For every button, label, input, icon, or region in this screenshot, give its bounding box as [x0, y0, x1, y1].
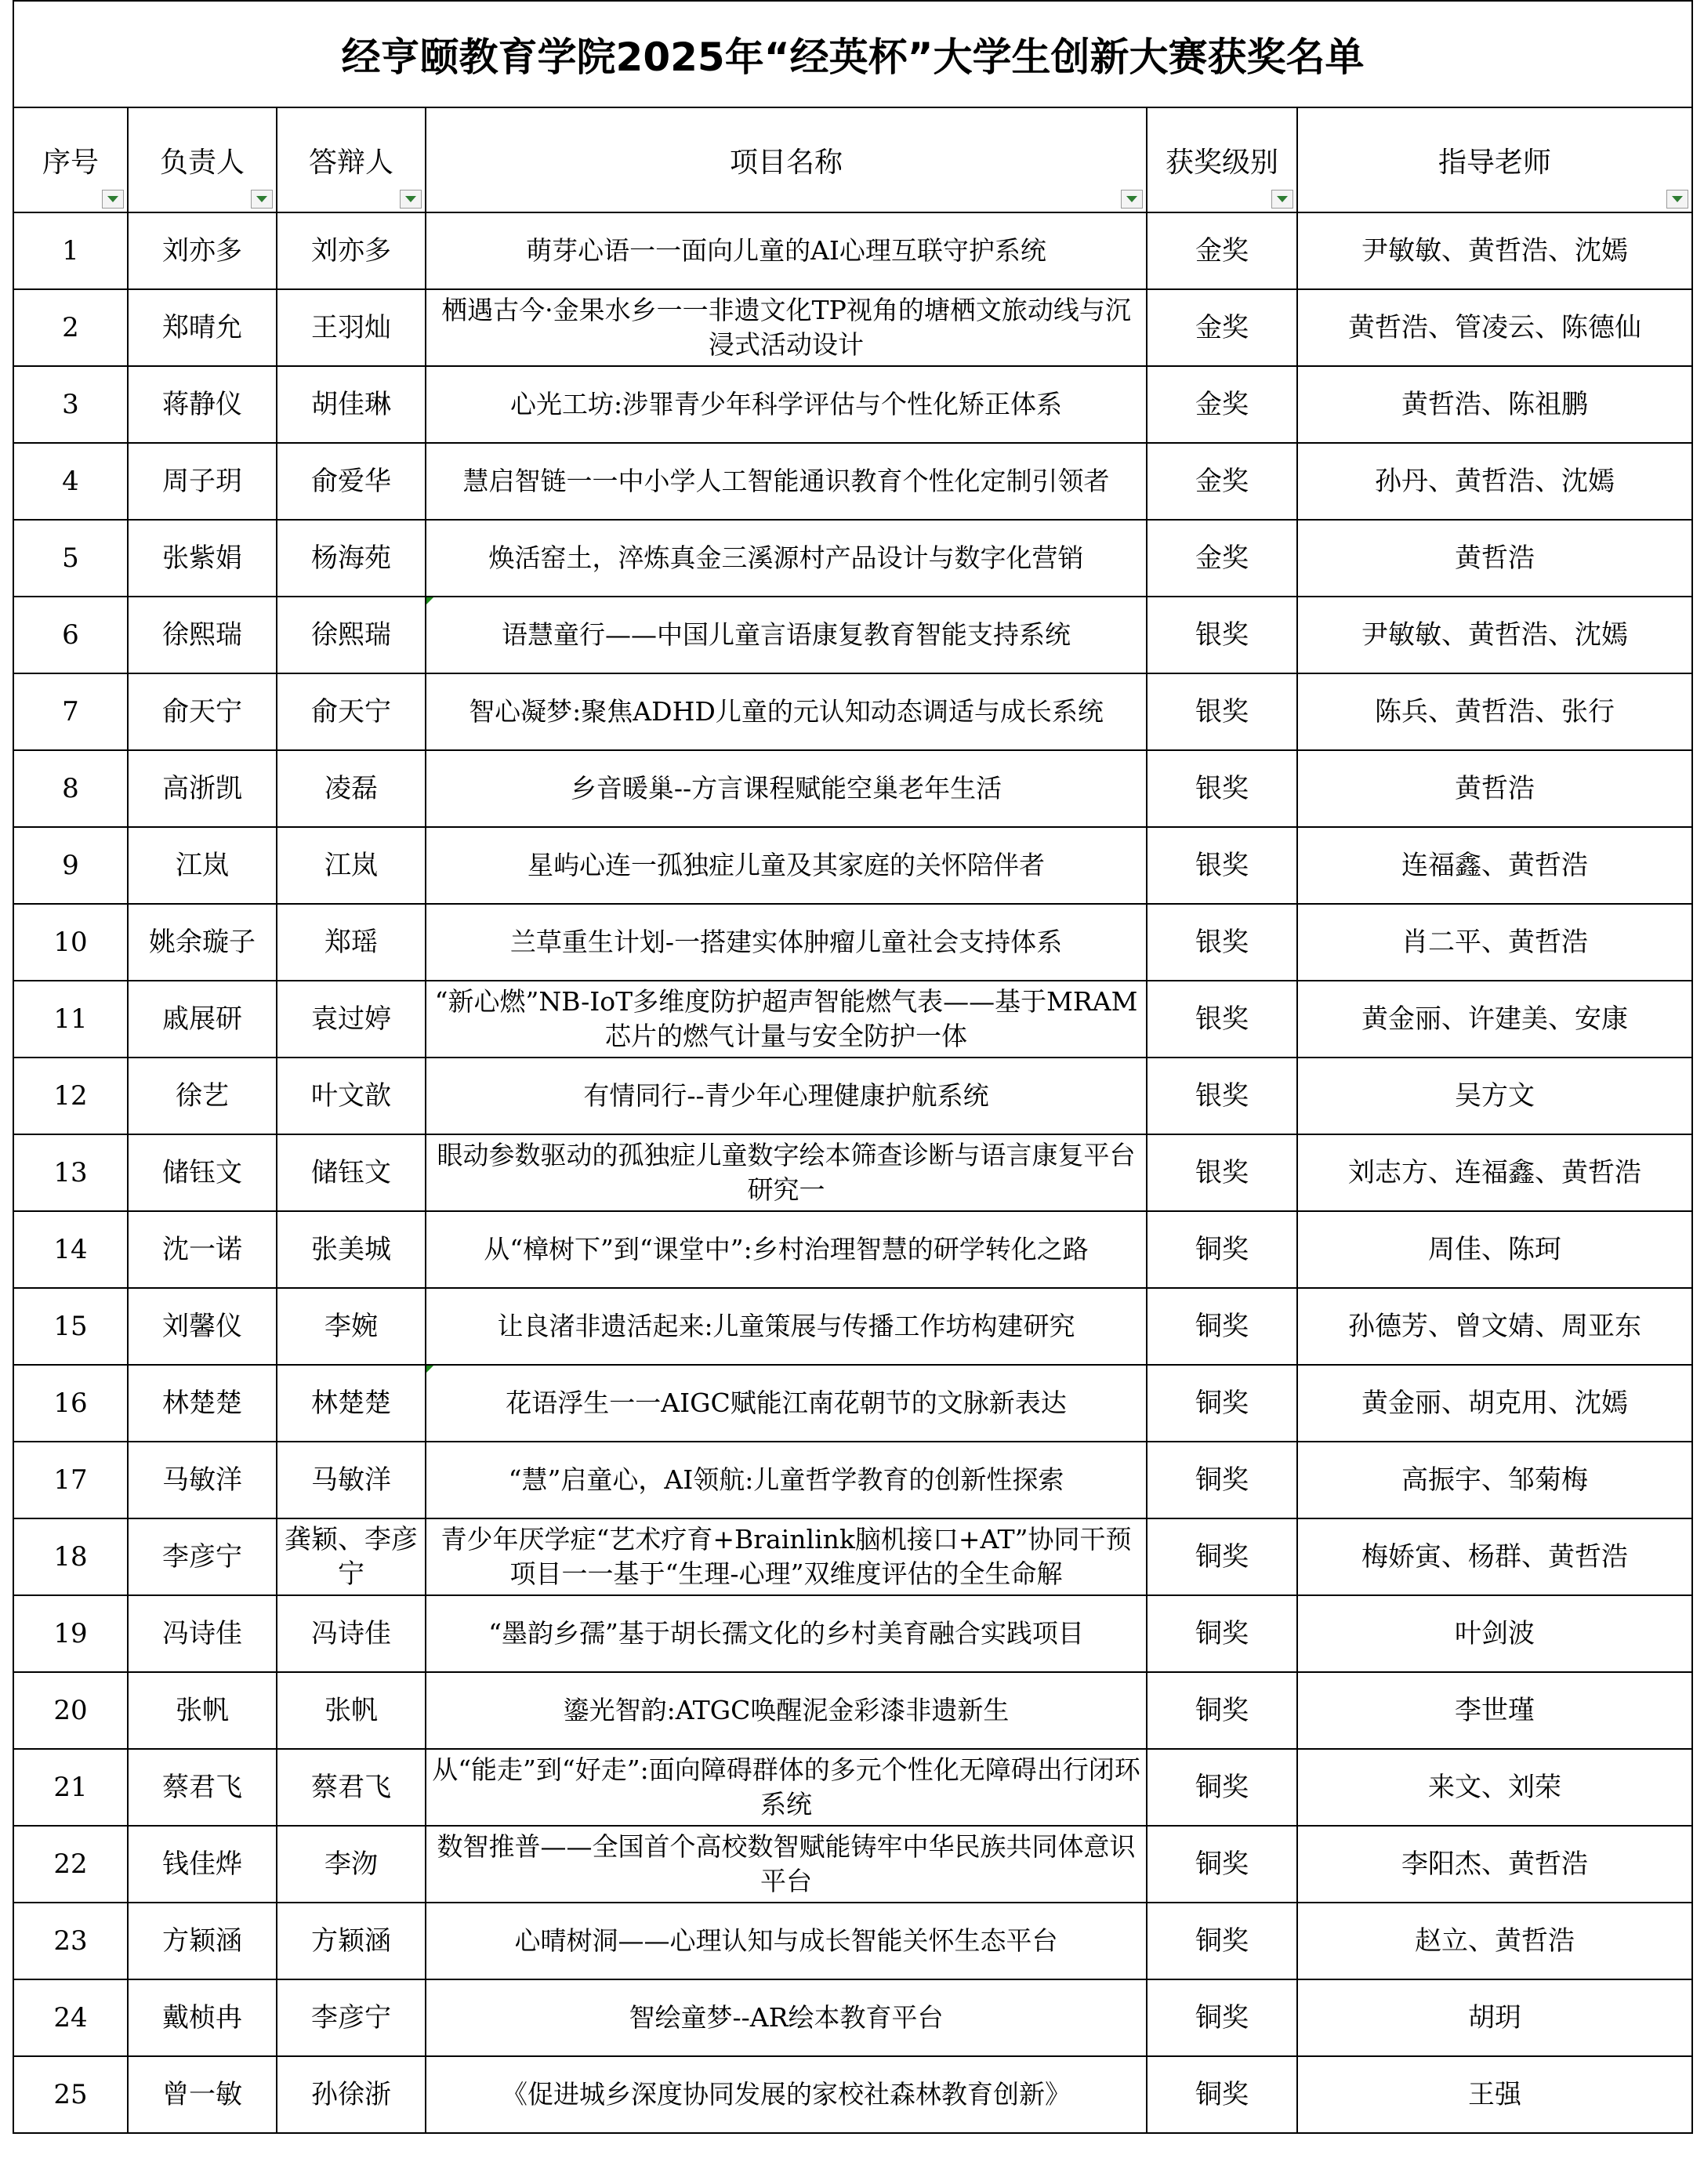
- cell-index[interactable]: 21: [13, 1749, 128, 1826]
- cell-index[interactable]: 18: [13, 1518, 128, 1595]
- cell-defender[interactable]: 胡佳琳: [277, 366, 426, 443]
- cell-index[interactable]: 17: [13, 1442, 128, 1518]
- cell-advisor[interactable]: 梅娇寅、杨群、黄哲浩: [1297, 1518, 1692, 1595]
- cell-defender[interactable]: 叶文歆: [277, 1058, 426, 1134]
- cell-advisor[interactable]: 尹敏敏、黄哲浩、沈嫣: [1297, 212, 1692, 289]
- sheet-title: 经亨颐教育学院2025年“经英杯”大学生创新大赛获奖名单: [13, 1, 1692, 107]
- cell-leader[interactable]: 储钰文: [128, 1134, 277, 1211]
- cell-defender[interactable]: 蔡君飞: [277, 1749, 426, 1826]
- filter-dropdown-icon[interactable]: [400, 190, 422, 209]
- cell-project[interactable]: 兰草重生计划-一搭建实体肿瘤儿童社会支持体系: [426, 904, 1147, 981]
- cell-leader[interactable]: 张紫娟: [128, 520, 277, 597]
- table-row: [13, 1365, 1692, 1442]
- cell-defender[interactable]: 俞爱华: [277, 443, 426, 520]
- table-row: [13, 1595, 1692, 1672]
- cell-index[interactable]: 4: [13, 443, 128, 520]
- cell-index[interactable]: 25: [13, 2056, 128, 2133]
- table-row: [13, 1826, 1692, 1903]
- header-advisor: [1297, 107, 1692, 212]
- cell-award[interactable]: 铜奖: [1147, 1979, 1297, 2056]
- table-row: [13, 289, 1692, 366]
- cell-award[interactable]: 金奖: [1147, 212, 1297, 289]
- cell-award[interactable]: 铜奖: [1147, 1365, 1297, 1442]
- header-leader: [128, 107, 277, 212]
- table-row: [13, 827, 1692, 904]
- table-row: [13, 981, 1692, 1058]
- cell-project[interactable]: 鎏光智韵:ATGC唤醒泥金彩漆非遗新生: [426, 1672, 1147, 1749]
- cell-defender[interactable]: 江岚: [277, 827, 426, 904]
- cell-index[interactable]: 22: [13, 1826, 128, 1903]
- cell-award[interactable]: 铜奖: [1147, 1211, 1297, 1288]
- cell-index[interactable]: 9: [13, 827, 128, 904]
- cell-defender[interactable]: 王羽灿: [277, 289, 426, 366]
- cell-defender[interactable]: 李彦宁: [277, 1979, 426, 2056]
- cell-project[interactable]: 智心凝梦:聚焦ADHD儿童的元认知动态调适与成长系统: [426, 673, 1147, 750]
- cell-project[interactable]: 萌芽心语一一面向儿童的AI心理互联守护系统: [426, 212, 1147, 289]
- cell-award[interactable]: 银奖: [1147, 827, 1297, 904]
- cell-advisor[interactable]: 叶剑波: [1297, 1595, 1692, 1672]
- cell-index[interactable]: 2: [13, 289, 128, 366]
- cell-index[interactable]: 6: [13, 597, 128, 673]
- table-row: [13, 1518, 1692, 1595]
- cell-project[interactable]: 心光工坊:涉罪青少年科学评估与个性化矫正体系: [426, 366, 1147, 443]
- cell-project[interactable]: 眼动参数驱动的孤独症儿童数字绘本筛查诊断与语言康复平台研究一: [426, 1134, 1147, 1211]
- table-row: [13, 1903, 1692, 1979]
- filter-dropdown-icon[interactable]: [1121, 190, 1143, 209]
- cell-leader[interactable]: 戴桢冉: [128, 1979, 277, 2056]
- table-row: [13, 1058, 1692, 1134]
- cell-defender[interactable]: 李婉: [277, 1288, 426, 1365]
- cell-award[interactable]: 金奖: [1147, 366, 1297, 443]
- cell-advisor[interactable]: 胡玥: [1297, 1979, 1692, 2056]
- cell-project[interactable]: 栖遇古今·金果水乡一一非遗文化TP视角的塘栖文旅动线与沉浸式活动设计: [426, 289, 1147, 366]
- header-award-label: 获奖级别: [1165, 146, 1278, 179]
- cell-award[interactable]: 铜奖: [1147, 1518, 1297, 1595]
- table-row: [13, 1134, 1692, 1211]
- cell-defender[interactable]: 马敏洋: [277, 1442, 426, 1518]
- cell-leader[interactable]: 江岚: [128, 827, 277, 904]
- cell-advisor[interactable]: 黄哲浩: [1297, 750, 1692, 827]
- cell-project[interactable]: 乡音暖巢--方言课程赋能空巢老年生活: [426, 750, 1147, 827]
- cell-leader[interactable]: 蔡君飞: [128, 1749, 277, 1826]
- cell-defender[interactable]: 郑瑶: [277, 904, 426, 981]
- cell-award[interactable]: 铜奖: [1147, 1749, 1297, 1826]
- cell-project[interactable]: 从“樟树下”到“课堂中”:乡村治理智慧的研学转化之路: [426, 1211, 1147, 1288]
- table-row: [13, 366, 1692, 443]
- cell-defender[interactable]: 方颖涵: [277, 1903, 426, 1979]
- header-project: [426, 107, 1147, 212]
- cell-defender[interactable]: 张帆: [277, 1672, 426, 1749]
- cell-project[interactable]: 心晴树洞——心理认知与成长智能关怀生态平台: [426, 1903, 1147, 1979]
- cell-leader[interactable]: 郑晴允: [128, 289, 277, 366]
- cell-advisor[interactable]: 高振宇、邹菊梅: [1297, 1442, 1692, 1518]
- cell-index[interactable]: 11: [13, 981, 128, 1058]
- cell-award[interactable]: 银奖: [1147, 981, 1297, 1058]
- cell-defender[interactable]: 俞天宁: [277, 673, 426, 750]
- filter-dropdown-icon[interactable]: [1271, 190, 1293, 209]
- cell-leader[interactable]: 钱佳烨: [128, 1826, 277, 1903]
- cell-defender[interactable]: 龚颖、李彦宁: [277, 1518, 426, 1595]
- cell-leader[interactable]: 冯诗佳: [128, 1595, 277, 1672]
- cell-leader[interactable]: 李彦宁: [128, 1518, 277, 1595]
- cell-index[interactable]: 12: [13, 1058, 128, 1134]
- cell-advisor[interactable]: 李世瑾: [1297, 1672, 1692, 1749]
- filter-dropdown-icon[interactable]: [251, 190, 273, 209]
- cell-award[interactable]: 铜奖: [1147, 1826, 1297, 1903]
- cell-index[interactable]: 5: [13, 520, 128, 597]
- cell-project[interactable]: 数智推普——全国首个高校数智赋能铸牢中华民族共同体意识平台: [426, 1826, 1147, 1903]
- header-advisor-label: 指导老师: [1438, 146, 1552, 179]
- cell-defender[interactable]: 储钰文: [277, 1134, 426, 1211]
- cell-index[interactable]: 23: [13, 1903, 128, 1979]
- table-row: [13, 212, 1692, 289]
- cell-index[interactable]: 14: [13, 1211, 128, 1288]
- cell-award[interactable]: 银奖: [1147, 1134, 1297, 1211]
- cell-leader[interactable]: 高浙凯: [128, 750, 277, 827]
- cell-leader[interactable]: 马敏洋: [128, 1442, 277, 1518]
- cell-advisor[interactable]: 黄金丽、胡克用、沈嫣: [1297, 1365, 1692, 1442]
- cell-defender[interactable]: 李沕: [277, 1826, 426, 1903]
- cell-advisor[interactable]: 李阳杰、黄哲浩: [1297, 1826, 1692, 1903]
- cell-leader[interactable]: 张帆: [128, 1672, 277, 1749]
- cell-leader[interactable]: 徐艺: [128, 1058, 277, 1134]
- cell-advisor[interactable]: 赵立、黄哲浩: [1297, 1903, 1692, 1979]
- cell-project[interactable]: “慧”启童心，AI领航:儿童哲学教育的创新性探索: [426, 1442, 1147, 1518]
- cell-defender[interactable]: 冯诗佳: [277, 1595, 426, 1672]
- cell-defender[interactable]: 孙徐浙: [277, 2056, 426, 2133]
- cell-defender[interactable]: 徐熙瑞: [277, 597, 426, 673]
- cell-project[interactable]: “新心燃”NB-IoT多维度防护超声智能燃气表——基于MRAM芯片的燃气计量与安全防护一体: [426, 981, 1147, 1058]
- cell-award[interactable]: 金奖: [1147, 520, 1297, 597]
- cell-project[interactable]: 有情同行--青少年心理健康护航系统: [426, 1058, 1147, 1134]
- cell-defender[interactable]: 杨海苑: [277, 520, 426, 597]
- table-row: [13, 750, 1692, 827]
- cell-index[interactable]: 10: [13, 904, 128, 981]
- cell-advisor[interactable]: 孙丹、黄哲浩、沈嫣: [1297, 443, 1692, 520]
- cell-index[interactable]: 15: [13, 1288, 128, 1365]
- cell-defender[interactable]: 林楚楚: [277, 1365, 426, 1442]
- table-row: [13, 2056, 1692, 2133]
- header-index-label: 序号: [42, 146, 99, 179]
- cell-index[interactable]: 24: [13, 1979, 128, 2056]
- cell-index[interactable]: 7: [13, 673, 128, 750]
- cell-index[interactable]: 3: [13, 366, 128, 443]
- table-body: [13, 212, 1692, 2133]
- cell-advisor[interactable]: 黄金丽、许建美、安康: [1297, 981, 1692, 1058]
- cell-leader[interactable]: 戚展研: [128, 981, 277, 1058]
- cell-project[interactable]: 慧启智链一一中小学人工智能通识教育个性化定制引领者: [426, 443, 1147, 520]
- award-list-table: [13, 0, 1693, 2134]
- cell-award[interactable]: 铜奖: [1147, 1288, 1297, 1365]
- cell-project[interactable]: 智绘童梦--AR绘本教育平台: [426, 1979, 1147, 2056]
- cell-project[interactable]: 从“能走”到“好走”:面向障碍群体的多元个性化无障碍出行闭环系统: [426, 1749, 1147, 1826]
- table-row: [13, 520, 1692, 597]
- cell-award[interactable]: 铜奖: [1147, 1442, 1297, 1518]
- cell-award[interactable]: 银奖: [1147, 750, 1297, 827]
- cell-project[interactable]: 语慧童行——中国儿童言语康复教育智能支持系统: [426, 597, 1147, 673]
- cell-award[interactable]: 铜奖: [1147, 1903, 1297, 1979]
- cell-advisor[interactable]: 尹敏敏、黄哲浩、沈嫣: [1297, 597, 1692, 673]
- cell-advisor[interactable]: 孙德芳、曾文婧、周亚东: [1297, 1288, 1692, 1365]
- cell-defender[interactable]: 刘亦多: [277, 212, 426, 289]
- cell-advisor[interactable]: 黄哲浩、管凌云、陈德仙: [1297, 289, 1692, 366]
- table-row: [13, 1288, 1692, 1365]
- header-index: [13, 107, 128, 212]
- cell-advisor[interactable]: 来文、刘荣: [1297, 1749, 1692, 1826]
- table-row: [13, 904, 1692, 981]
- cell-advisor[interactable]: 吴方文: [1297, 1058, 1692, 1134]
- cell-project[interactable]: 花语浮生一一AIGC赋能江南花朝节的文脉新表达: [426, 1365, 1147, 1442]
- table-row: [13, 1211, 1692, 1288]
- cell-defender[interactable]: 凌磊: [277, 750, 426, 827]
- cell-project[interactable]: 让良渚非遗活起来:儿童策展与传播工作坊构建研究: [426, 1288, 1147, 1365]
- cell-leader[interactable]: 蒋静仪: [128, 366, 277, 443]
- cell-project[interactable]: 《促进城乡深度协同发展的家校社森林教育创新》: [426, 2056, 1147, 2133]
- cell-defender[interactable]: 张美城: [277, 1211, 426, 1288]
- cell-leader[interactable]: 姚余璇子: [128, 904, 277, 981]
- filter-dropdown-icon[interactable]: [102, 190, 124, 209]
- cell-award[interactable]: 银奖: [1147, 904, 1297, 981]
- cell-award[interactable]: 银奖: [1147, 673, 1297, 750]
- cell-advisor[interactable]: 王强: [1297, 2056, 1692, 2133]
- table-row: [13, 597, 1692, 673]
- header-project-label: 项目名称: [729, 146, 843, 179]
- cell-project[interactable]: 青少年厌学症“艺术疗育+Brainlink脑机接口+AT”协同干预项目一一基于“生理-心理”双维度评估的全生命解: [426, 1518, 1147, 1595]
- cell-award[interactable]: 铜奖: [1147, 1595, 1297, 1672]
- cell-leader[interactable]: 沈一诺: [128, 1211, 277, 1288]
- cell-leader[interactable]: 徐熙瑞: [128, 597, 277, 673]
- header-award: [1147, 107, 1297, 212]
- cell-advisor[interactable]: 连福鑫、黄哲浩: [1297, 827, 1692, 904]
- cell-index[interactable]: 8: [13, 750, 128, 827]
- cell-advisor[interactable]: 陈兵、黄哲浩、张行: [1297, 673, 1692, 750]
- cell-leader[interactable]: 俞天宁: [128, 673, 277, 750]
- cell-award[interactable]: 金奖: [1147, 289, 1297, 366]
- cell-index[interactable]: 16: [13, 1365, 128, 1442]
- table-row: [13, 1672, 1692, 1749]
- cell-advisor[interactable]: 黄哲浩、陈祖鹏: [1297, 366, 1692, 443]
- cell-award[interactable]: 银奖: [1147, 597, 1297, 673]
- cell-award[interactable]: 银奖: [1147, 1058, 1297, 1134]
- cell-leader[interactable]: 林楚楚: [128, 1365, 277, 1442]
- cell-leader[interactable]: 方颖涵: [128, 1903, 277, 1979]
- header-defender-label: 答辩人: [308, 146, 393, 179]
- table-row: [13, 673, 1692, 750]
- cell-advisor[interactable]: 肖二平、黄哲浩: [1297, 904, 1692, 981]
- cell-defender[interactable]: 袁过婷: [277, 981, 426, 1058]
- cell-leader[interactable]: 曾一敏: [128, 2056, 277, 2133]
- cell-award[interactable]: 铜奖: [1147, 2056, 1297, 2133]
- cell-project[interactable]: “墨韵乡孺”基于胡长孺文化的乡村美育融合实践项目: [426, 1595, 1147, 1672]
- cell-index[interactable]: 13: [13, 1134, 128, 1211]
- cell-project[interactable]: 星屿心连一孤独症儿童及其家庭的关怀陪伴者: [426, 827, 1147, 904]
- header-leader-label: 负责人: [159, 146, 245, 179]
- cell-index[interactable]: 1: [13, 212, 128, 289]
- cell-index[interactable]: 19: [13, 1595, 128, 1672]
- cell-leader[interactable]: 周子玥: [128, 443, 277, 520]
- cell-advisor[interactable]: 黄哲浩: [1297, 520, 1692, 597]
- table-row: [13, 1442, 1692, 1518]
- cell-leader[interactable]: 刘馨仪: [128, 1288, 277, 1365]
- table-row: [13, 443, 1692, 520]
- table-row: [13, 1979, 1692, 2056]
- cell-leader[interactable]: 刘亦多: [128, 212, 277, 289]
- cell-award[interactable]: 铜奖: [1147, 1672, 1297, 1749]
- cell-advisor[interactable]: 周佳、陈珂: [1297, 1211, 1692, 1288]
- table-row: [13, 1749, 1692, 1826]
- cell-index[interactable]: 20: [13, 1672, 128, 1749]
- filter-dropdown-icon[interactable]: [1666, 190, 1688, 209]
- cell-advisor[interactable]: 刘志方、连福鑫、黄哲浩: [1297, 1134, 1692, 1211]
- cell-award[interactable]: 金奖: [1147, 443, 1297, 520]
- cell-project[interactable]: 焕活窑土，淬炼真金三溪源村产品设计与数字化营销: [426, 520, 1147, 597]
- header-defender: [277, 107, 426, 212]
